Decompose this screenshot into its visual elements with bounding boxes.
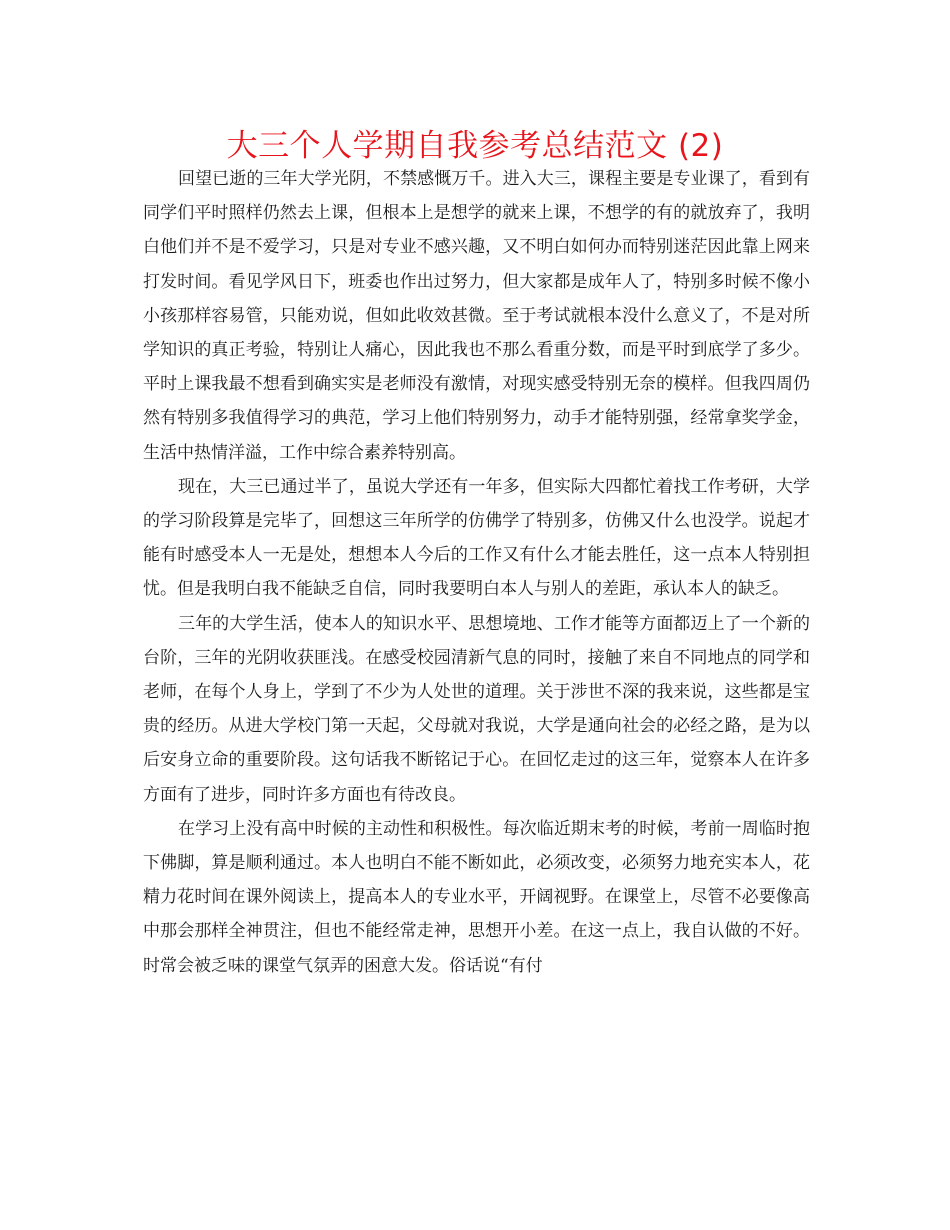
paragraph-1: 回望已逝的三年大学光阴，不禁感慨万千。进入大三，课程主要是专业课了，看到有同学们平时照样仍然去上课，但根本上是想学的就来上课，不想学的有的就放弃了，我明白他们并不是不爱学习，只是对专业不感兴趣，又不明白如何办而特别迷茫因此靠上网来打发时间。看见学风日下，班委也作出过努力，但大家都是成年人了，特别多时候不像小小孩那样容易管，只能劝说，但如此收效甚微。至于考试就根本没什么意义了，不是对所学知识的真正考验，特别让人痛心，因此我也不那么看重分数，而是平时到底学了多少。平时上课我最不想看到确实实是老师没有激情，对现实感受特别无奈的模样。但我四周仍然有特别多我值得学习的典范，学习上他们特别努力，动手才能特别强，经常拿奖学金，生活中热情洋溢，工作中综合素养特别高。 <box>143 169 810 463</box>
paragraph-4: 在学习上没有高中时候的主动性和积极性。每次临近期末考的时候，考前一周临时抱下佛脚，算是顺利通过。本人也明白不能不断如此，必须改变，必须努力地充实本人，花精力花时间在课外阅读上，提高本人的专业水平，开阔视野。在课堂上，尽管不必要像高中那会那样全神贯注，但也不能经常走神，思想开小差。在这一点上，我自认做的不好。时常会被乏味的课堂气氛弄的困意大发。俗话说“有付 <box>143 818 810 976</box>
document-body <box>143 162 810 983</box>
paragraph-3: 三年的大学生活，使本人的知识水平、思想境地、工作才能等方面都迈上了一个新的台阶，三年的光阴收获匪浅。在感受校园清新气息的同时，接触了来自不同地点的同学和老师，在每个人身上，学到了不少为人处世的道理。关于涉世不深的我来说，这些都是宝贵的经历。从进大学校门第一天起，父母就对我说，大学是通向社会的必经之路，是为以后安身立命的重要阶段。这句话我不断铭记于心。在回忆走过的这三年，觉察本人在许多方面有了进步，同时许多方面也有待改良。 <box>143 613 810 805</box>
paragraph-2: 现在，大三已通过半了，虽说大学还有一年多，但实际大四都忙着找工作考研，大学的学习阶段算是完毕了，回想这三年所学的仿佛学了特别多，仿佛又什么也没学。说起才能有时感受本人一无是处，想想本人今后的工作又有什么才能去胜任，这一点本人特别担忧。但是我明白我不能缺乏自信，同时我要明白本人与别人的差距，承认本人的缺乏。 <box>143 476 810 600</box>
document-title: 大三个人学期自我参考总结范文 (2) <box>226 128 724 164</box>
